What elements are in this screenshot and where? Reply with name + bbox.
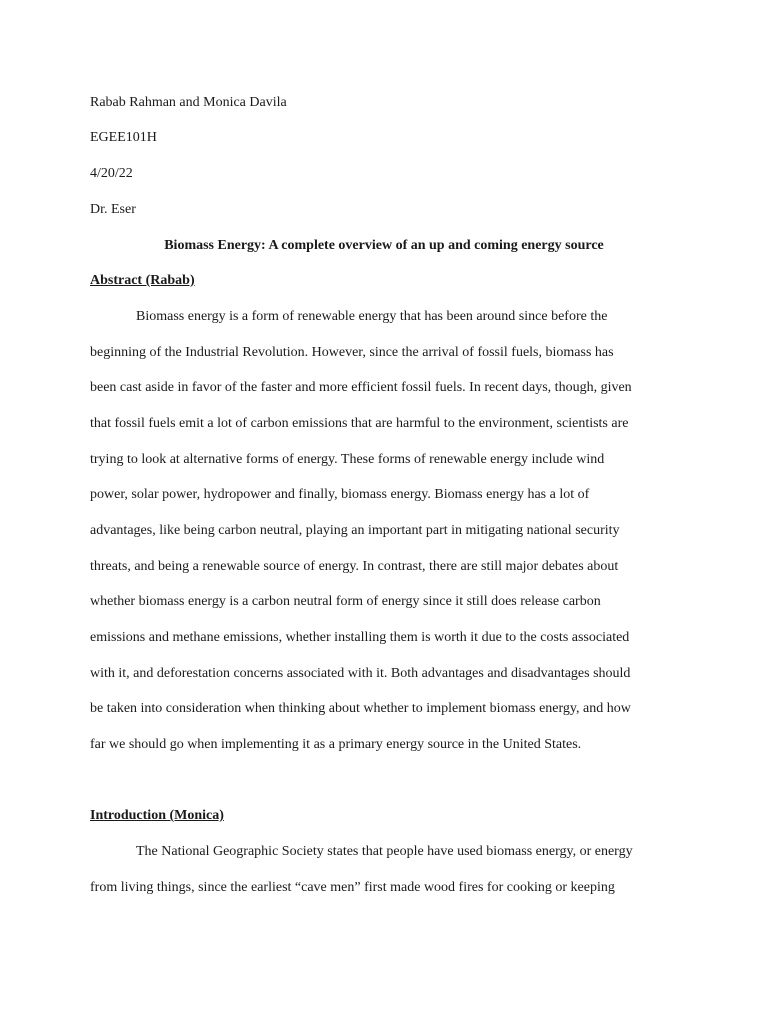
abstract-line: beginning of the Industrial Revolution. However, since the arrival of fossil fuels, biomass has <box>90 345 614 360</box>
abstract-line: threats, and being a renewable source of energy. In contrast, there are still major debates about <box>90 559 619 574</box>
abstract-line: been cast aside in favor of the faster and more efficient fossil fuels. In recent days, though, given <box>90 380 632 395</box>
abstract-line: emissions and methane emissions, whether installing them is worth it due to the costs associated <box>90 630 630 645</box>
introduction-line: The National Geographic Society states that people have used biomass energy, or energy <box>136 844 633 859</box>
abstract-heading: Abstract (Rabab) <box>90 273 195 288</box>
abstract-line: Biomass energy is a form of renewable energy that has been around since before the <box>136 309 608 324</box>
date-line: 4/20/22 <box>90 166 133 181</box>
course-line: EGEE101H <box>90 130 157 145</box>
introduction-line: from living things, since the earliest “cave men” first made wood fires for cooking or keeping <box>90 880 615 895</box>
abstract-line: whether biomass energy is a carbon neutral form of energy since it still does release carbon <box>90 594 601 609</box>
abstract-line: be taken into consideration when thinking about whether to implement biomass energy, and how <box>90 701 631 716</box>
instructor-line: Dr. Eser <box>90 202 136 217</box>
abstract-line: power, solar power, hydropower and finally, biomass energy. Biomass energy has a lot of <box>90 487 590 502</box>
abstract-line: with it, and deforestation concerns associated with it. Both advantages and disadvantages should <box>90 666 631 681</box>
abstract-line: far we should go when implementing it as a primary energy source in the United States. <box>90 737 582 752</box>
abstract-line: advantages, like being carbon neutral, playing an important part in mitigating national security <box>90 523 620 538</box>
document-title: Biomass Energy: A complete overview of an up and coming energy source <box>164 238 604 253</box>
abstract-line: trying to look at alternative forms of energy. These forms of renewable energy include wind <box>90 452 605 467</box>
introduction-heading: Introduction (Monica) <box>90 808 224 823</box>
authors-line: Rabab Rahman and Monica Davila <box>90 95 287 110</box>
abstract-line: that fossil fuels emit a lot of carbon emissions that are harmful to the environment, scientists are <box>90 416 629 431</box>
